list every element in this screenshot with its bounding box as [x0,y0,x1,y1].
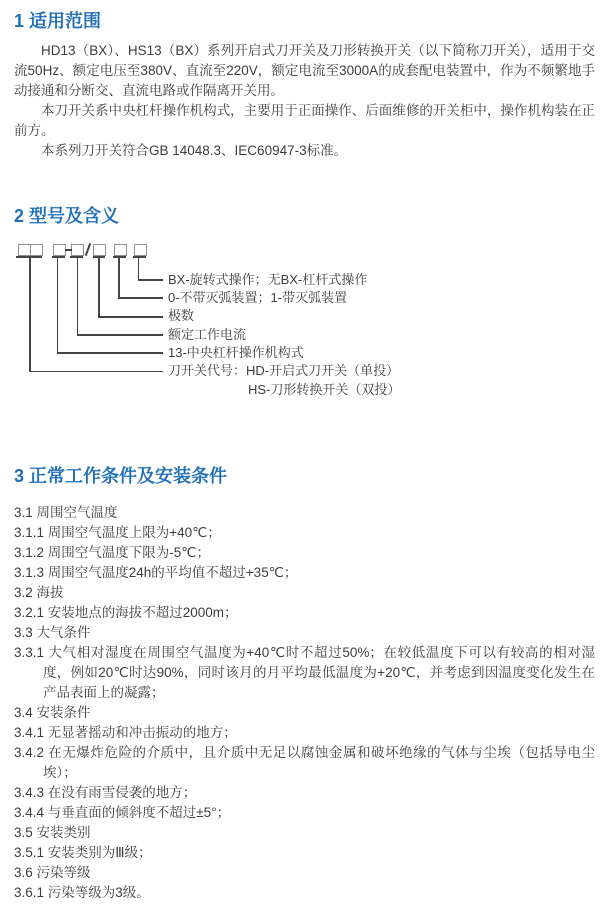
condition-list-item: 3.4.3 在没有雨雪侵袭的地方； [14,785,197,800]
model-field-box [134,244,147,256]
condition-list-item: 3.4.4 与垂直面的倾斜度不超过±5°； [14,805,231,820]
connector-line [29,371,163,373]
section2-heading: 2 型号及含义 [14,206,120,226]
condition-list-item: 3.5.1 安装类别为Ⅲ级； [14,845,152,860]
condition-list-item: 3.2.1 安装地点的海拔不超过2000m； [14,605,238,620]
condition-list-item: 3.3.1 大气相对湿度在周围空气温度为+40℃时不超过50%；在较低温度下可以有较高的相对湿度，例如20℃时达90%，同时该月的月平均最低温度为+20℃，并考虑到因温度变化发生在产品表面上的凝露； [14,645,595,700]
connector-line [57,256,59,354]
condition-list-item: 3.1.2 周围空气温度下限为-5℃； [14,545,210,560]
model-field-box [71,244,84,256]
condition-list-item: 3.6 污染等级 [14,865,91,880]
model-designation-diagram [14,244,594,404]
document-page [14,10,595,903]
connector-line [138,279,163,281]
paragraph: 本系列刀开关符合GB 14048.3、IEC60947-3标准。 [41,143,348,158]
connector-line [138,256,140,281]
condition-list-item: 3.5 安装类别 [14,825,91,840]
section1-heading: 1 适用范围 [14,11,102,31]
condition-list-item: 3.4.1 无显著摇动和冲击振动的地方； [14,725,237,740]
section3-heading: 3 正常工作条件及安装条件 [14,466,228,486]
dash-separator [65,249,72,251]
condition-list-item: 3.4.2 在无爆炸危险的介质中，且介质中无足以腐蚀金属和破坏绝缘的气体与尘埃（包括导电尘埃）； [14,745,595,780]
section3-list [14,503,595,903]
diagram-label-poles: 极数 [168,308,195,323]
paragraph: 本刀开关系中央杠杆操作机构式，主要用于正面操作、后面维修的开关柜中，操作机构装在正前方。 [14,103,595,138]
diagram-label-rated-current: 额定工作电流 [168,326,247,342]
connector-line [57,352,163,354]
connector-line [98,256,100,318]
connector-line [98,316,163,318]
model-field-box [30,244,43,256]
connector-line [77,256,79,336]
condition-list-item: 3.6.1 污染等级为3级。 [14,885,150,900]
diagram-label-switch-code-hd: 刀开关代号：HD-开启式刀开关（单投） [168,363,400,378]
diagram-label-arc-device: 0-不带灭弧装置；1-带灭弧装置 [168,289,348,305]
condition-list-item: 3.1.3 周围空气温度24h的平均值不超过+35℃； [14,565,298,580]
model-field-box [93,244,106,256]
connector-line [29,256,31,372]
condition-list-item: 3.2 海拔 [14,585,64,600]
condition-list-item: 3.1.1 周围空气温度上限为+40℃； [14,525,221,540]
paragraph: HD13（BX）、HS13（BX）系列开启式刀开关及刀形转换开关（以下简称刀开关），适用于交流50Hz、额定电压至380V、直流至220V，额定电流至3000A的成套配电装置中，作为不频繁地手动接通和分断交、直流电路或作隔离开关用。 [14,43,595,98]
underline [133,256,146,258]
section1-paragraphs [14,41,595,161]
connector-line [77,334,163,336]
diagram-label-operation-type: BX-旋转式操作；无BX-杠杆式操作 [168,271,368,287]
connector-line [118,256,120,299]
connector-line [118,297,163,299]
condition-list-item: 3.1 周围空气温度 [14,505,118,520]
model-field-box [114,244,127,256]
condition-list-item: 3.3 大气条件 [14,625,91,640]
underline [52,256,65,258]
diagram-label-mechanism: 13-中央杠杆操作机构式 [168,344,304,360]
condition-list-item: 3.4 安装条件 [14,705,91,720]
slash-separator [85,243,91,256]
diagram-label-switch-code-hs: HS-刀形转换开关（双投） [248,382,401,397]
